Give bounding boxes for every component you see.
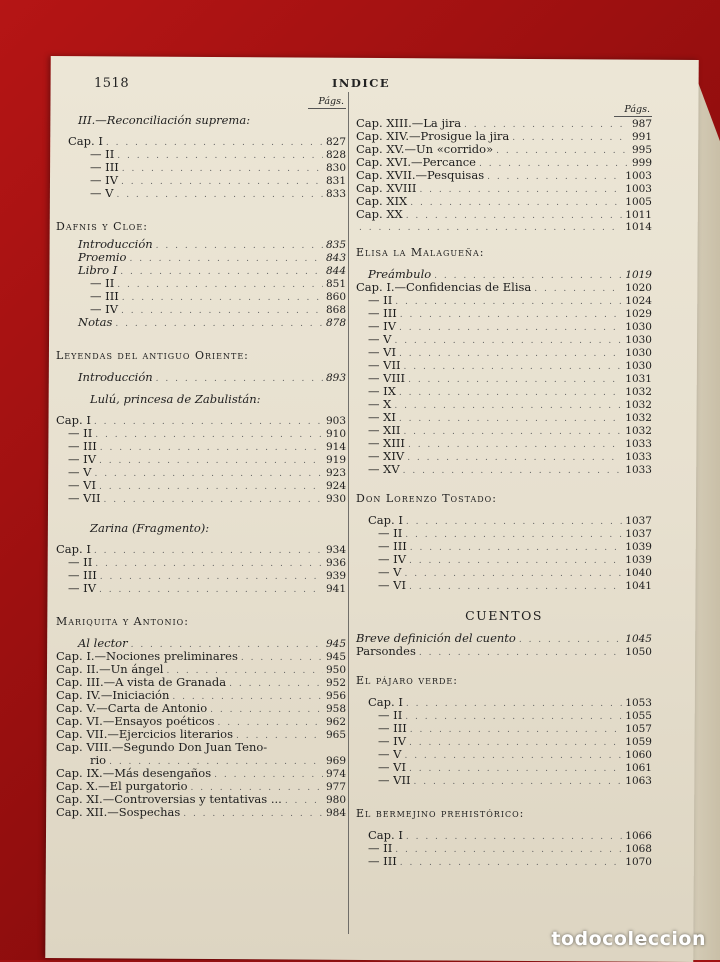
toc-label: Al lector: [78, 636, 128, 650]
toc-page: 903: [325, 415, 346, 427]
toc-label: Cap. I: [368, 695, 403, 709]
watermark-logo: todocoleccion: [551, 928, 706, 950]
page-title: INDICE: [332, 76, 391, 90]
toc-page: 1041: [625, 580, 652, 592]
toc-page: 941: [325, 583, 346, 595]
toc-label: — II: [68, 555, 93, 569]
toc-row: [56, 316, 346, 329]
toc-label: — III: [68, 568, 97, 582]
toc-label: Cap. VI.—Ensayos poéticos: [56, 714, 215, 728]
toc-label: Cap. XIX: [356, 194, 408, 208]
toc-label: Cap. XVI.—Percance: [356, 155, 476, 169]
toc-page: 1033: [625, 438, 652, 450]
toc-label: Cap. XI.—Controversias y tentativas ...: [56, 792, 282, 806]
toc-label: — IV: [90, 302, 119, 316]
toc-list: [56, 238, 346, 329]
toc-label: — XIII: [368, 436, 405, 450]
toc-page: 991: [631, 131, 652, 143]
toc-row: [356, 855, 652, 868]
toc-label: Cap. XVII.—Pesquisas: [356, 168, 485, 182]
toc-page: 1019: [625, 269, 652, 281]
toc-label: — IV: [378, 552, 407, 566]
toc-page: 833: [325, 188, 346, 200]
toc-label: Cap. IX.—Más desengaños: [56, 766, 212, 780]
toc-page: 1014: [625, 221, 652, 233]
toc-row: [356, 579, 652, 592]
toc-label: — IV: [68, 452, 97, 466]
toc-page: 1005: [625, 196, 652, 208]
toc-label: Cap. IV.—Iniciación: [56, 688, 170, 702]
toc-row: [356, 645, 652, 658]
toc-label: — VII: [68, 491, 101, 505]
toc-page: 868: [325, 304, 346, 316]
toc-label: Cap. I: [368, 513, 403, 527]
toc-label: Proemio: [78, 250, 127, 264]
toc-page: 965: [325, 729, 346, 741]
toc-label: — III: [378, 539, 407, 553]
toc-label: Cap. XVIII: [356, 181, 417, 195]
toc-row: [356, 208, 652, 221]
toc-label: — V: [90, 186, 114, 200]
toc-row: [56, 187, 346, 200]
toc-label: — II: [90, 147, 115, 161]
toc-page: 1039: [625, 554, 652, 566]
toc-page: 1020: [625, 282, 652, 294]
toc-page: 958: [325, 703, 346, 715]
toc-label: — III: [368, 854, 397, 868]
pags-label: Págs.: [308, 96, 346, 109]
toc-page: 851: [325, 278, 346, 290]
toc-page: 919: [325, 454, 346, 466]
page-header: [94, 76, 660, 96]
toc-page: 1033: [625, 464, 652, 476]
toc-page: 1070: [625, 856, 652, 868]
toc-label: — V: [68, 465, 92, 479]
toc-label: Preámbulo: [368, 267, 432, 281]
toc-list: [356, 632, 652, 658]
toc-label: — III: [368, 306, 397, 320]
toc-label: — VIII: [368, 371, 406, 385]
toc-page: 1030: [625, 360, 652, 372]
toc-page: 995: [631, 144, 652, 156]
toc-row: [56, 492, 346, 505]
toc-label: — IV: [68, 581, 97, 595]
toc-label: — II: [378, 708, 403, 722]
toc-label: Cap. II.—Un ángel: [56, 662, 164, 676]
toc-page: 1055: [625, 710, 652, 722]
toc-label: Cap. V.—Carta de Antonio: [56, 701, 208, 715]
toc-row: [56, 440, 346, 453]
toc-label: Cap. I: [56, 542, 91, 556]
toc-label: — II: [368, 293, 393, 307]
toc-row: [56, 466, 346, 479]
toc-page: 987: [631, 118, 652, 130]
toc-label: Libro I: [78, 263, 118, 277]
toc-page: 1053: [625, 697, 652, 709]
toc-row: [56, 414, 346, 427]
toc-label: Cap. I.—Nociones preliminares: [56, 649, 238, 663]
toc-label: — V: [378, 565, 402, 579]
toc-label: — III: [68, 439, 97, 453]
toc-page: 977: [325, 781, 346, 793]
toc-list: [356, 514, 652, 592]
toc-label: — IV: [90, 173, 119, 187]
toc-label: Cap. VII.—Ejercicios literarios: [56, 727, 233, 741]
toc-list: [356, 696, 652, 787]
toc-page: 980: [325, 794, 346, 806]
toc-label: — VI: [368, 345, 397, 359]
toc-page: 962: [325, 716, 346, 728]
section-subtitle: Lulú, princesa de Zabulistán:: [90, 392, 261, 406]
toc-page: 843: [325, 252, 346, 264]
toc-row: [56, 543, 346, 556]
toc-row: [56, 569, 346, 582]
toc-row: [356, 842, 652, 855]
toc-row: [356, 411, 652, 424]
toc-row: [356, 221, 652, 234]
section-title: El bermejino prehistórico:: [356, 807, 525, 820]
toc-page: 878: [325, 317, 346, 329]
toc-list: [356, 268, 652, 476]
toc-label: Notas: [78, 315, 113, 329]
toc-row: [56, 806, 346, 819]
toc-label: Cap. VIII.—Segundo Don Juan Teno-: [56, 740, 268, 754]
section-subtitle: III.—Reconciliación suprema:: [78, 113, 251, 127]
toc-page: 860: [325, 291, 346, 303]
toc-label: — IX: [368, 384, 396, 398]
toc-label: — III: [90, 289, 119, 303]
toc-label: Cap. XX: [356, 207, 403, 221]
toc-row: [56, 556, 346, 569]
toc-page: 1029: [625, 308, 652, 320]
toc-page: 934: [325, 544, 346, 556]
toc-page: 1045: [625, 633, 652, 645]
toc-page: 969: [325, 755, 346, 767]
toc-page: 1003: [625, 170, 652, 182]
toc-page: 1050: [625, 646, 652, 658]
toc-label: — VII: [378, 773, 411, 787]
toc-page: 1033: [625, 451, 652, 463]
toc-page: 1032: [625, 425, 652, 437]
section-title: Elisa la Malagueña:: [356, 246, 485, 259]
toc-label: — II: [68, 426, 93, 440]
section-title: El pájaro verde:: [356, 674, 458, 687]
toc-page: 1031: [625, 373, 652, 385]
toc-page: 828: [325, 149, 346, 161]
toc-label: — VI: [378, 760, 407, 774]
toc-page: 930: [325, 493, 346, 505]
toc-page: 831: [325, 175, 346, 187]
toc-page: 1032: [625, 399, 652, 411]
toc-label: — II: [378, 526, 403, 540]
toc-page: 1011: [625, 209, 652, 221]
pags-label: Págs.: [614, 104, 652, 117]
toc-label: Cap. I.—Confidencias de Elisa: [356, 280, 532, 294]
toc-page: 1039: [625, 541, 652, 553]
toc-label: — III: [90, 160, 119, 174]
toc-row: [56, 371, 346, 384]
toc-page: 1057: [625, 723, 652, 735]
toc-list: [56, 637, 346, 819]
toc-page: 974: [325, 768, 346, 780]
toc-page: 945: [325, 638, 346, 650]
toc-row: [56, 582, 346, 595]
toc-page: 1061: [625, 762, 652, 774]
toc-page: 984: [325, 807, 346, 819]
toc-label: Cap. X.—El purgatorio: [56, 779, 188, 793]
toc-list: [356, 829, 652, 868]
toc-list: [356, 117, 652, 234]
index-column-right: [356, 96, 652, 868]
toc-label: Parsondes: [356, 644, 416, 658]
section-subtitle: Zarina (Fragmento):: [90, 521, 210, 535]
toc-page: 924: [325, 480, 346, 492]
toc-row: [356, 307, 652, 320]
toc-row: [356, 398, 652, 411]
toc-page: 827: [325, 136, 346, 148]
page-number: 1518: [94, 76, 130, 91]
toc-page: 1040: [625, 567, 652, 579]
toc-label: — IV: [368, 319, 397, 333]
toc-label: — VII: [368, 358, 401, 372]
toc-row: [356, 463, 652, 476]
toc-page: 956: [325, 690, 346, 702]
toc-row: [56, 453, 346, 466]
toc-page: 1068: [625, 843, 652, 855]
toc-row: [356, 774, 652, 787]
toc-row: [356, 333, 652, 346]
toc-page: 1060: [625, 749, 652, 761]
toc-label: — XI: [368, 410, 396, 424]
toc-label: Cap. XIII.—La jira: [356, 116, 462, 130]
toc-row: [356, 281, 652, 294]
toc-page: 893: [325, 372, 346, 384]
toc-page: 1037: [625, 528, 652, 540]
toc-label: — XII: [368, 423, 401, 437]
toc-label: — II: [368, 841, 393, 855]
toc-label: Breve definición del cuento: [356, 631, 516, 645]
toc-page: 1030: [625, 321, 652, 333]
toc-page: 1059: [625, 736, 652, 748]
toc-page: 830: [325, 162, 346, 174]
toc-page: 1063: [625, 775, 652, 787]
toc-page: 1037: [625, 515, 652, 527]
toc-label: Cap. XIV.—Prosigue la jira: [356, 129, 510, 143]
toc-page: 844: [325, 265, 346, 277]
toc-label: — IV: [378, 734, 407, 748]
toc-label: Cap. XII.—Sospechas: [56, 805, 181, 819]
toc-label: — III: [378, 721, 407, 735]
toc-label: — X: [368, 397, 392, 411]
toc-list: [56, 414, 346, 505]
column-divider: [348, 92, 349, 934]
section-title: Mariquita y Antonio:: [56, 615, 189, 628]
toc-label: Introducción: [78, 370, 153, 384]
toc-page: 999: [631, 157, 652, 169]
toc-page: 923: [325, 467, 346, 479]
toc-label: Cap. III.—A vista de Granada: [56, 675, 227, 689]
toc-label: Introducción: [78, 237, 153, 251]
toc-page: 1030: [625, 334, 652, 346]
toc-row: [356, 829, 652, 842]
toc-label: Cap. I: [68, 134, 103, 148]
toc-page: 945: [325, 651, 346, 663]
toc-label: — XIV: [368, 449, 405, 463]
section-title: Don Lorenzo Tostado:: [356, 492, 497, 505]
toc-label: rio: [90, 753, 107, 767]
index-column-left: [56, 96, 346, 819]
toc-list: [56, 543, 346, 595]
toc-page: 910: [325, 428, 346, 440]
toc-row: [356, 372, 652, 385]
toc-label: — V: [368, 332, 392, 346]
toc-page: 1032: [625, 412, 652, 424]
toc-page: 1030: [625, 347, 652, 359]
toc-label: — VI: [378, 578, 407, 592]
toc-page: 950: [325, 664, 346, 676]
toc-label: — VI: [68, 478, 97, 492]
toc-label: — V: [378, 747, 402, 761]
toc-page: 936: [325, 557, 346, 569]
toc-page: 1024: [625, 295, 652, 307]
toc-label: Cap. I: [368, 828, 403, 842]
toc-label: — II: [90, 276, 115, 290]
cuentos-heading: CUENTOS: [465, 608, 543, 623]
toc-page: 835: [325, 239, 346, 251]
toc-row: [356, 294, 652, 307]
toc-page: 1032: [625, 386, 652, 398]
toc-row: [56, 427, 346, 440]
toc-page: 914: [325, 441, 346, 453]
toc-label: — XV: [368, 462, 400, 476]
toc-row: [356, 385, 652, 398]
section-title: Leyendas del antiguo Oriente:: [56, 349, 249, 362]
toc-row: [356, 450, 652, 463]
toc-page: 952: [325, 677, 346, 689]
toc-page: 939: [325, 570, 346, 582]
toc-list: [56, 135, 346, 200]
toc-page: 1003: [625, 183, 652, 195]
section-title: Dafnis y Cloe:: [56, 220, 148, 233]
toc-row: [356, 320, 652, 333]
toc-label: Cap. I: [56, 413, 91, 427]
toc-label: Cap. XV.—Un «corrido»: [356, 142, 494, 156]
toc-page: 1066: [625, 830, 652, 842]
